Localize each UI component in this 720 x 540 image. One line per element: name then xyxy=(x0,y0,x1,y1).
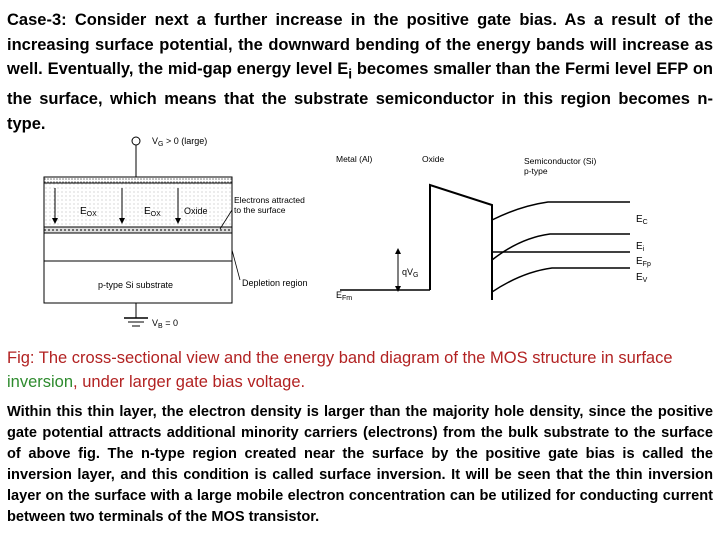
metal-label: Metal (Al) xyxy=(336,154,373,164)
cross-section-diagram xyxy=(20,130,340,345)
efm-label: $E_{Fm}$ xyxy=(336,290,353,302)
bulk-voltage-label: $V_B = 0$ xyxy=(152,318,178,330)
conduction-band-edge xyxy=(492,202,630,220)
energy-band-diagram xyxy=(330,140,710,345)
caption-text-1: Fig: The cross-sectional view and the energy band diagram of the MOS structure in surface xyxy=(7,349,673,367)
depletion-label: Depletion region xyxy=(242,278,308,288)
ev-label: $E_V$ xyxy=(636,272,648,284)
electrons-label-2: to the surface xyxy=(234,205,286,215)
intro-text-1: Case-3: Consider next a further increase in the positive gate bias. As a result of the increasing surface potential, the downward bending of the energy bands will increase as well. Eventually, the mid-gap energy level E xyxy=(7,11,713,79)
eox-left-label: $E_{OX}$ xyxy=(80,206,97,218)
qvg-label: $qV_G$ xyxy=(402,267,419,279)
valence-band-edge xyxy=(492,268,630,292)
semiconductor-label-2: p-type xyxy=(524,166,548,176)
gate-voltage-label: $V_G > 0$ (large) xyxy=(152,136,208,148)
electrons-label-1: Electrons attracted xyxy=(234,195,305,205)
figure-caption xyxy=(7,346,713,394)
band-oxide-label: Oxide xyxy=(422,154,445,164)
body-paragraph: Within this thin layer, the electron density is larger than the majority hole density, since the positive gate potential attracts additional minority carriers (electrons) from the bulk substrate to the surface of above fig. The n-type region created near the surface by the positive gate bias is called the inversion layer, and this condition is called surface inversion. It will be seen that the thin inversion layer on the surface with a large mobile electron concentration can be utilized for conducting current between two terminals of the MOS transistor. xyxy=(7,404,713,525)
oxide-barrier xyxy=(430,185,492,300)
intro-subscript: i xyxy=(348,66,353,82)
oxide-layer xyxy=(44,183,232,227)
intro-paragraph xyxy=(7,8,713,136)
caption-highlight: inversion xyxy=(7,373,74,391)
ec-label: $E_C$ xyxy=(636,214,648,226)
oxide-label: Oxide xyxy=(184,206,208,216)
caption-text-2: , under larger gate bias voltage. xyxy=(73,373,306,391)
intro-text-2: becomes smaller than the Fermi level EFP on the surface, which means that the substrate semiconductor in this region becomes n-type. xyxy=(7,60,713,133)
eox-mid-label: $E_{OX}$ xyxy=(144,206,161,218)
gate-terminal xyxy=(132,137,140,145)
intrinsic-level xyxy=(492,234,630,260)
semiconductor-label-1: Semiconductor (Si) xyxy=(524,156,597,166)
depletion-region xyxy=(44,233,232,261)
efp-label: $E_{Fp}$ xyxy=(636,256,651,268)
ei-label: $E_i$ xyxy=(636,241,645,253)
substrate-label: p-type Si substrate xyxy=(98,280,174,290)
metal-gate xyxy=(44,177,232,183)
